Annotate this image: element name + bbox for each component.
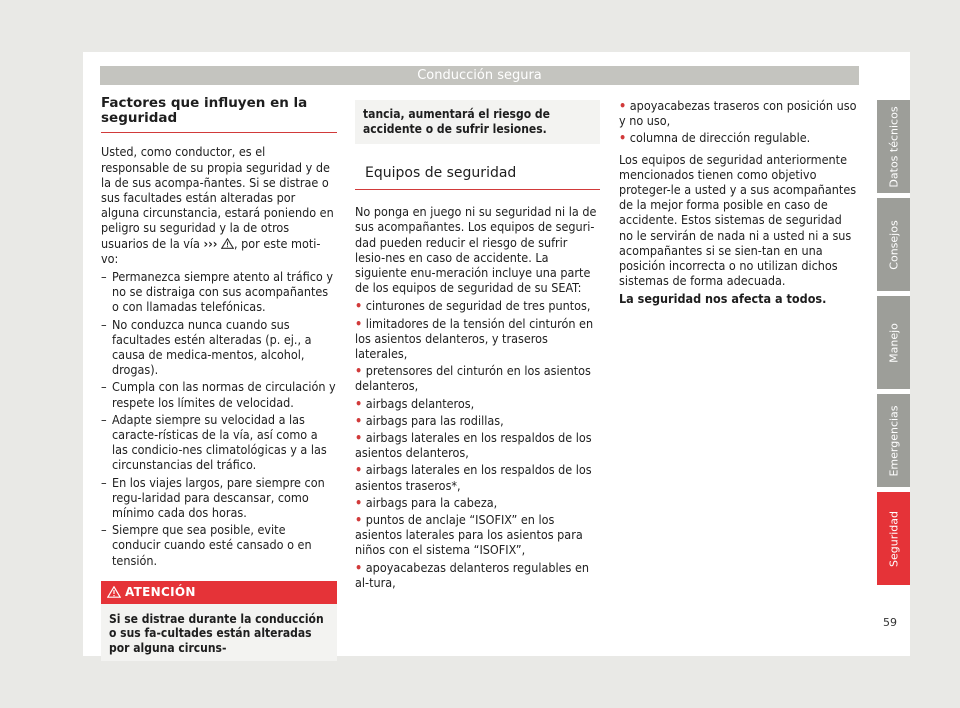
tab-label: Seguridad [887,510,900,567]
list-item-text: limitadores de la tensión del cinturón en los asientos delanteros, y traseros laterales, [355,315,594,362]
dash-marker: – [101,522,107,538]
bullet-marker: • [355,363,363,379]
tab-label: Consejos [887,219,900,270]
list-item [101,475,337,521]
equipment-intro: No ponga en juego ni su seguridad ni la de sus acompañantes. Los equipos de seguri-dad pueden reducir el riesgo de sufrir lesio-nes en caso de accidente. La siguiente enu-meración incluye una parte de los equipos de seguridad de su SEAT: [355,204,597,296]
equipment-paragraph: Los equipos de seguridad anteriormente mencionados tienen como objetivo proteger-le a usted y a sus acompañantes de la mejor forma posible en caso de accidente. Estos sistemas de seguridad no le servirán de nada ni a usted ni a sus acompañantes si se sien-tan en una posición incorrecta o no utilizan dichos sistemas de forma adecuada. [619,151,857,289]
list-item-text: columna de dirección regulable. [629,130,811,146]
list-item [355,413,600,428]
intro-text: Usted, como conductor, es el responsable de su propia seguridad y de la de sus acompa-ñantes. Si se distrae o sus facultades están alteradas por alguna circunstancia, estará poniendo en peligro su seguridad y la de otros usuarios de la vía [101,144,334,251]
bullet-marker: • [355,559,363,575]
warning-title: ATENCIÓN [125,584,196,599]
warning-continuation: tancia, aumentará el riesgo de accidente o de sufrir lesiones. [355,100,600,144]
list-item [355,363,600,393]
bullet-marker: • [355,315,363,331]
tab-consejos[interactable] [877,198,910,291]
list-item-text: Permanezca siempre atento al tráfico y no se distraiga con sus acompañantes o con llamadas telefónicas. [112,269,334,315]
warning-text: Si se distrae durante la conducción o sus fa-cultades están alteradas por alguna circuns- [101,604,337,662]
section-heading-factors: Factores que influyen en la seguridad [101,96,337,133]
list-item-text: airbags para la cabeza, [365,494,498,510]
list-item [619,98,859,128]
bullet-marker: • [355,462,363,478]
list-item [101,522,337,568]
dash-marker: – [101,411,107,427]
intro-paragraph [101,144,337,266]
list-item [355,560,600,590]
dash-marker: – [101,269,107,285]
column-3 [619,98,859,310]
page-number: 59 [883,616,897,629]
list-item-text: Cumpla con las normas de circulación y respete los límites de velocidad. [112,379,336,410]
list-item-text: No conduzca nunca cuando sus facultades estén alteradas (p. ej., a causa de medica-mentos, alcohol, drogas). [112,316,312,378]
list-item [355,512,600,558]
list-item [355,298,600,313]
warning-header [101,581,337,604]
list-item [101,379,337,409]
dash-marker: – [101,379,107,395]
list-item-text: cinturones de seguridad de tres puntos, [365,298,591,314]
list-item [355,316,600,362]
dash-marker: – [101,316,107,332]
list-item-text: airbags laterales en los respaldos de los asientos traseros*, [355,462,592,493]
warning-box [101,581,337,662]
tab-label: Manejo [887,322,900,363]
list-item [101,412,337,473]
column-1 [101,96,337,661]
bullet-marker: • [619,130,627,146]
tab-label: Emergencias [887,404,900,477]
list-item-text: apoyacabezas delanteros regulables en al-tura, [355,559,590,590]
list-item-text: Adapte siempre su velocidad a las caracte-rísticas de la vía, así como a las condicio-nes climatológicas y a las circunstancias del tráfico. [112,411,327,473]
column-2 [355,100,600,592]
intro-tail: , por este moti-vo: [101,235,321,266]
bullet-marker: • [355,512,363,528]
list-item-text: airbags delanteros, [365,395,475,411]
bullet-marker: • [355,494,363,510]
list-item [355,430,600,460]
list-item [101,317,337,378]
bullet-marker: • [355,395,363,411]
tab-datos-tecnicos[interactable] [877,100,910,193]
list-item-text: Siempre que sea posible, evite conducir cuando esté cansado o en tensión. [112,522,312,568]
section-heading-safety-equipment: Equipos de seguridad [355,166,600,190]
list-item [355,396,600,411]
section-header: Conducción segura [100,66,859,85]
bullet-marker: • [355,298,363,314]
warning-triangle-icon[interactable] [221,238,234,249]
list-item [355,462,600,492]
tab-manejo[interactable] [877,296,910,389]
warning-triangle-icon [107,586,121,598]
bullet-marker: • [355,430,363,446]
list-item [619,130,859,145]
tab-emergencias[interactable] [877,394,910,487]
list-item-text: airbags para las rodillas, [365,412,504,428]
list-item [101,269,337,315]
bullet-marker: • [619,98,627,113]
list-item [355,495,600,510]
dash-marker: – [101,474,107,490]
list-item-text: pretensores del cinturón en los asientos delanteros, [355,363,591,394]
list-item-text: airbags laterales en los respaldos de los asientos delanteros, [355,430,592,461]
tab-label: Datos técnicos [887,105,900,188]
tab-seguridad[interactable] [877,492,910,585]
list-item-text: apoyacabezas traseros con posición uso y no uso, [619,98,857,129]
list-item-text: En los viajes largos, pare siempre con regu-laridad para descansar, como mínimo cada dos horas. [112,474,325,521]
list-item-text: puntos de anclaje “ISOFIX” en los asientos laterales para los asientos para niños con el sistema “ISOFIX”, [355,512,583,558]
bullet-marker: • [355,412,363,428]
closing-statement: La seguridad nos afecta a todos. [619,291,827,307]
reference-arrow[interactable]: ››› [203,235,218,251]
